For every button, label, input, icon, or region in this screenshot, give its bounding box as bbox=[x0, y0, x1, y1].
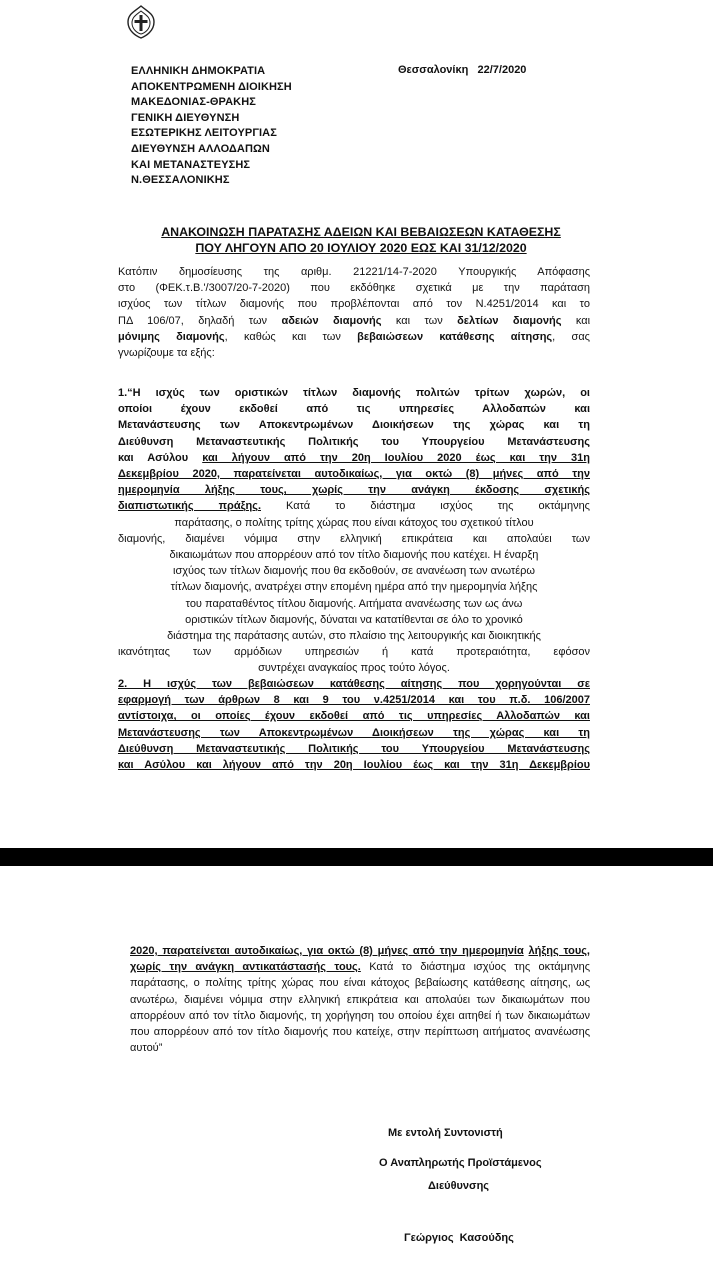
signature-order: Με εντολή Συντονιστή bbox=[388, 1127, 503, 1139]
signature-name: Γεώργιος Κασούδης bbox=[404, 1232, 514, 1244]
authority-line: ΔΙΕΥΘΥΝΣΗ ΑΛΛΟΔΑΠΩΝ bbox=[131, 142, 270, 155]
authority-line: ΓΕΝΙΚΗ ΔΙΕΥΘΥΝΣΗ bbox=[131, 111, 240, 124]
text-line: διαπιστωτικής πράξης. Κατά το διάστημα ισχύος της οκτάμηνης bbox=[118, 500, 590, 513]
section-2 bbox=[118, 676, 590, 773]
intro-paragraph bbox=[118, 264, 590, 361]
authority-line: ΕΛΛΗΝΙΚΗ ΔΗΜΟΚΡΑΤΙΑ bbox=[131, 65, 266, 77]
text-line: Κατόπιν δημοσίευσης της αριθμ. 21221/14-7-2020 Υπουργικής Απόφασης bbox=[118, 266, 590, 278]
text-line: μόνιμης διαμονής, καθώς και των βεβαιώσεων κατάθεσης αίτησης, σας bbox=[118, 330, 590, 343]
authority-line: ΜΑΚΕΔΟΝΙΑΣ-ΘΡΑΚΗΣ bbox=[131, 96, 256, 109]
announcement-title bbox=[131, 224, 591, 256]
text-line: ημερομηνία λήξης τους, χωρίς την ανάγκη έκδοσης σχετικής bbox=[118, 484, 590, 497]
text-line: οριστικών τίτλων διαμονής, δύναται να κατατίθενται σε όλο το χρονικό bbox=[185, 613, 523, 626]
text-line: διαμονής, διαμένει νόμιμα στην ελληνική επικράτεια και απολαύει των bbox=[118, 532, 590, 545]
text-line: και Ασύλου και λήγουν από την 20η Ιουλίου 2020 έως και την 31η bbox=[118, 451, 590, 464]
text-line: παράτασης, ο πολίτης τρίτης χώρας που είναι κάτοχος του σχετικού τίτλου bbox=[174, 516, 534, 529]
text-line: Δεκεμβρίου 2020, παρατείνεται αυτοδικαίως, για οκτώ (8) μήνες από την bbox=[118, 468, 590, 481]
title-line-2: ΠΟΥ ΛΗΓΟΥΝ ΑΠΟ 20 ΙΟΥΛΙΟΥ 2020 ΕΩΣ ΚΑΙ 31/12/2020 bbox=[195, 241, 527, 255]
text-line: δικαιωμάτων που απορρέουν από τον τίτλο διαμονής που κατέχει. Η έναρξη bbox=[169, 549, 539, 562]
text-line: απορρέουν από τον τίτλο διαμονής που κατείχε, στην περίπτωση αιτήματος bbox=[153, 1026, 531, 1039]
text-line: 2. Η ισχύς των βεβαιώσεων κατάθεσης αίτησης που χορηγούνται σε bbox=[118, 678, 590, 690]
text-line: γνωρίζουμε τα εξής: bbox=[118, 347, 215, 360]
text-line: του παραταθέντος τίτλου διαμονής. Αιτήματα ανανέωσης των ως άνω bbox=[185, 597, 523, 610]
text-line: στο (ΦΕΚ.τ.Β.'/3007/20-7-2020) που εκδόθηκε σχετικά με την παράταση bbox=[118, 282, 590, 295]
text-line: οποίοι έχουν εκδοθεί από τις υπηρεσίες Αλλοδαπών και bbox=[118, 403, 590, 416]
text-line: διάστημα της παράτασης αυτών, στο πλαίσιο της λειτουργικής και διοικητικής bbox=[167, 630, 541, 643]
text-line: 2020, παρατείνεται αυτοδικαίως, για οκτώ (8) μήνες από την ημερομηνία bbox=[130, 945, 524, 957]
text-line: συντρέχει αναγκαίος προς τούτο λόγος. bbox=[258, 662, 450, 675]
text-line: τίτλων διαμονής, ανατρέχει στην επομένη ημέρα από την ημερομηνία λήξης bbox=[170, 581, 538, 594]
text-line: ισχύος της οκτάμηνης παράτασης, ο πολίτης τρίτης χώρας που είναι κάτοχος bbox=[130, 961, 591, 990]
text-line: Μετανάστευσης των Αποκεντρωμένων Διοικήσεων της χώρας και τη bbox=[118, 419, 590, 432]
text-line: ικανότητας των αρμόδιων υπηρεσιών ή κατά προτεραιότητα, εφόσον bbox=[118, 646, 590, 659]
document-date: Θεσσαλονίκη 22/7/2020 bbox=[398, 64, 527, 76]
text-line: λήξης τους, χωρίς την ανάγκη αντικατάστασής τους. Κατά το διάστημα bbox=[130, 945, 590, 974]
authority-line: ΕΣΩΤΕΡΙΚΗΣ ΛΕΙΤΟΥΡΓΙΑΣ bbox=[131, 127, 277, 140]
authority-line: ΚΑΙ ΜΕΤΑΝΑΣΤΕΥΣΗΣ bbox=[131, 158, 251, 171]
text-line: βεβαίωσης κατάθεσης αίτησης, ως ανωτέρω, διαμένει νόμιμα στην ελληνική bbox=[130, 977, 590, 1006]
text-line: επικράτεια και απολαύει των δικαιωμάτων που απορρέουν από τον τίτλο bbox=[130, 993, 590, 1022]
text-line: εφαρμογή των άρθρων 8 και 9 του ν.4251/2014 και του π.δ. 106/2007 bbox=[118, 694, 590, 707]
authority-line: ΑΠΟΚΕΝΤΡΩΜΕΝΗ ΔΙΟΙΚΗΣΗ bbox=[131, 80, 292, 93]
section-2-continuation bbox=[130, 943, 590, 1056]
text-line: ανανέωσης αυτού” bbox=[130, 1026, 591, 1055]
text-line: Μετανάστευσης των Αποκεντρωμένων Διοικήσεων της χώρας και τη bbox=[118, 726, 590, 739]
text-line: Διεύθυνση Μεταναστευτικής Πολιτικής του Υπουργείου Μετανάστευσης bbox=[118, 742, 590, 755]
document-page-2 bbox=[0, 866, 713, 1268]
greek-coat-of-arms-icon bbox=[124, 4, 158, 40]
text-line: 1.“Η ισχύς των οριστικών τίτλων διαμονής πολιτών τρίτων χωρών, οι bbox=[118, 387, 590, 399]
signature-department: Διεύθυνσης bbox=[428, 1180, 490, 1192]
text-line: διαμονής, τη χορήγηση του οποίου έχει αιτηθεί ή των δικαιωμάτων που bbox=[130, 1009, 590, 1039]
signature-role: Ο Αναπληρωτής Προϊστάμενος bbox=[379, 1157, 542, 1169]
text-line: ΠΔ 106/07, δηλαδή των αδειών διαμονής και των δελτίων διαμονής και bbox=[118, 314, 591, 327]
text-line: ισχύος των τίτλων διαμονής που θα εκδοθούν, σε ανανέωση των ανωτέρω bbox=[173, 565, 535, 578]
text-line: και Ασύλου και λήγουν από την 20η Ιουλίου έως και την 31η Δεκεμβρίου bbox=[118, 759, 590, 772]
authority-line: Ν.ΘΕΣΣΑΛΟΝΙΚΗΣ bbox=[131, 174, 230, 187]
text-line: αντίστοιχα, οι οποίες έχουν εκδοθεί από τις υπηρεσίες Αλλοδαπών και bbox=[118, 710, 590, 723]
text-line: ισχύος των τίτλων διαμονής που προβλέπονται από τον Ν.4251/2014 και το bbox=[118, 298, 590, 311]
section-1 bbox=[118, 385, 590, 677]
text-line: Διεύθυνση Μεταναστευτικής Πολιτικής του Υπουργείου Μετανάστευσης bbox=[118, 435, 590, 448]
issuing-authority bbox=[131, 64, 292, 189]
title-line-1: ΑΝΑΚΟΙΝΩΣΗ ΠΑΡΑΤΑΣΗΣ ΑΔΕΙΩΝ ΚΑΙ ΒΕΒΑΙΩΣΕΩΝ ΚΑΤΑΘΕΣΗΣ bbox=[161, 225, 561, 239]
